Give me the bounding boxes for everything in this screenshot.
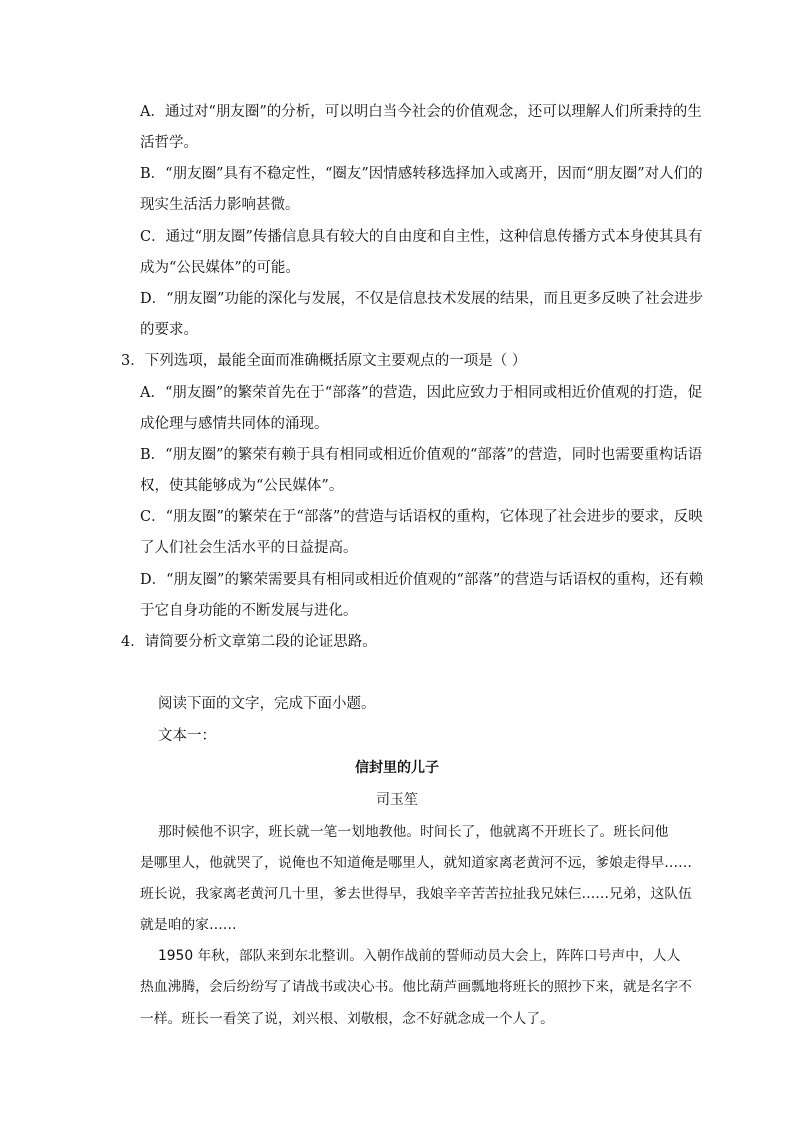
q3-option-a-line2: 成伦理与感情共同体的涌现。 <box>140 416 329 432</box>
q4-stem: 4．请简要分析文章第二段的论证思路。 <box>121 634 377 650</box>
story-paragraph-2-line-2: 热血沸腾，会后纷纷写了请战书或决心书。他比葫芦画瓢地将班长的照抄下来，就是名字不 <box>140 979 692 995</box>
reading-text-label: 文本一： <box>158 728 216 744</box>
q2-option-c-line1: C．通过“朋友圈”传播信息具有较大的自由度和自主性，这种信息传播方式本身使其具有 <box>140 229 703 245</box>
q3-option-c-line1: C．“朋友圈”的繁荣在于“部落”的营造与话语权的重构，它体现了社会进步的要求，反映 <box>140 509 703 525</box>
story-paragraph-2-line-3: 一样。班长一看笑了说，刘兴根、刘敬根，念不好就念成一个人了。 <box>140 1011 554 1027</box>
q3-option-d-line1: D．“朋友圈”的繁荣需要具有相同或相近价值观的“部落”的营造与话语权的重构，还有赖 <box>140 572 704 588</box>
q3-option-b-line2: 权，使其能够成为“公民媒体”。 <box>140 478 344 494</box>
story-paragraph-1-line-4: 就是咱的家…… <box>140 917 237 933</box>
story-paragraph-1-line-1: 那时候他不识字，班长就一笔一划地教他。时间长了，他就离不开班长了。班长问他 <box>158 824 669 840</box>
reading-instruction: 阅读下面的文字，完成下面小题。 <box>158 696 376 712</box>
q2-option-b-line1: B．“朋友圈”具有不稳定性，“圈友”因情感转移选择加入或离开，因而“朋友圈”对人们的 <box>140 166 703 182</box>
q2-option-a-line1: A．通过对“朋友圈”的分析，可以明白当今社会的价值观念，还可以理解人们所秉持的生 <box>140 104 702 120</box>
story-title: 信封里的儿子 <box>355 760 439 776</box>
q2-option-c-line2: 成为“公民媒体”的可能。 <box>140 260 300 276</box>
story-author: 司玉笙 <box>376 792 418 808</box>
q3-option-b-line1: B．“朋友圈”的繁荣有赖于具有相同或相近价值观的“部落”的营造，同时也需要重构话语 <box>140 447 703 463</box>
story-paragraph-2-line-1: 1950 年秋，部队来到东北整训。入朝作战前的誓师动员大会上，阵阵口号声中，人人 <box>158 948 681 964</box>
q3-option-d-line2: 于它自身功能的不断发展与进化。 <box>140 603 358 619</box>
q2-option-a-line2: 活哲学。 <box>140 135 198 151</box>
q3-stem: 3．下列选项，最能全面而准确概括原文主要观点的一项是（ ） <box>121 353 527 369</box>
q2-option-d-line1: D．“朋友圈”功能的深化与发展，不仅是信息技术发展的结果，而且更多反映了社会进步 <box>140 291 703 307</box>
q3-option-c-line2: 了人们社会生活水平的日益提高。 <box>140 540 358 556</box>
story-paragraph-1-line-2: 是哪里人，他就哭了，说俺也不知道俺是哪里人，就知道家离老黄河不远，爹娘走得早…… <box>140 855 692 871</box>
q2-option-d-line2: 的要求。 <box>140 322 198 338</box>
q2-option-b-line2: 现实生活活力影响甚微。 <box>140 197 300 213</box>
story-paragraph-1-line-3: 班长说，我家离老黄河几十里，爹去世得早，我娘辛辛苦苦拉扯我兄妹仨……兄弟，这队伍 <box>140 886 692 902</box>
q3-option-a-line1: A．“朋友圈”的繁荣首先在于“部落”的营造，因此应致力于相同或相近价值观的打造，促 <box>140 385 703 401</box>
